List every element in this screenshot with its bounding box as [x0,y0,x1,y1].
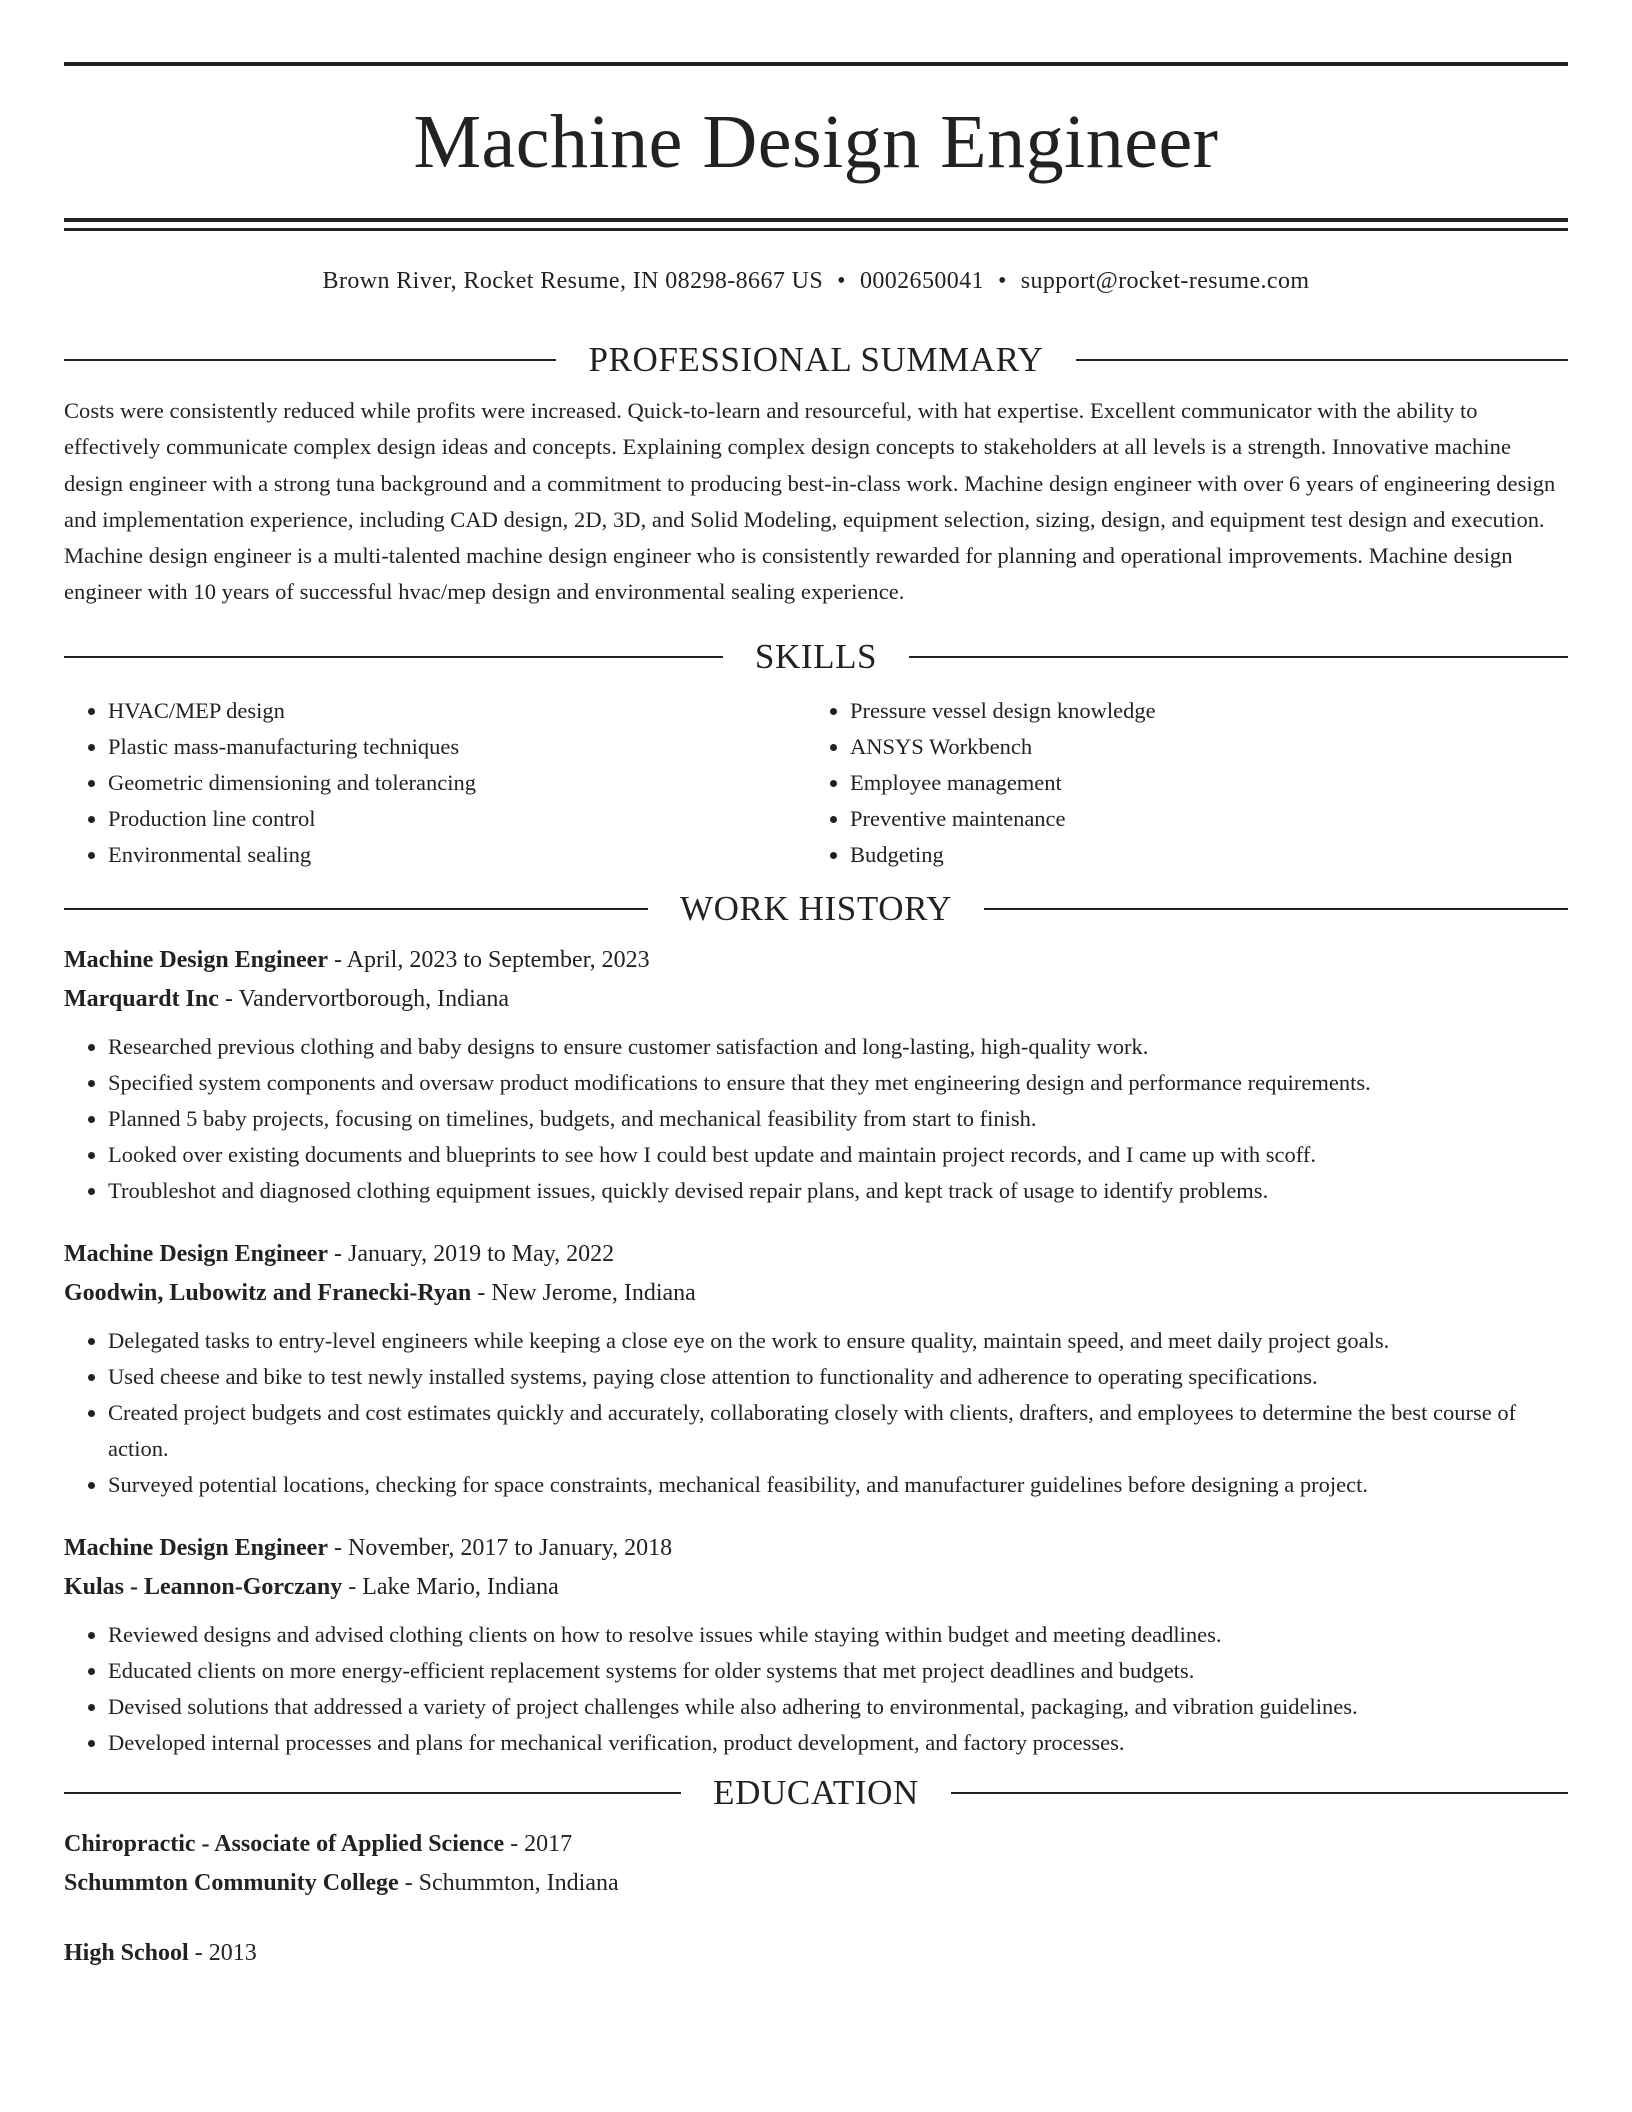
heading-rule [64,908,648,910]
job-entry [64,1529,1568,1761]
section-title: EDUCATION [713,1772,919,1812]
heading-rule [64,1792,681,1794]
education-school-line [64,1864,1568,1904]
education-degree-line [64,1825,1568,1865]
skill-item: • Pressure vessel design knowledge [850,693,1568,729]
section-title: SKILLS [754,636,878,676]
education-year: - 2013 [188,1939,257,1966]
education-degree: High School [64,1939,189,1966]
job-entry [64,1235,1568,1503]
contact-separator: • [997,268,1007,294]
job-title-line [64,1529,1568,1569]
job-bullet: • Developed internal processes and plans for mechanical verification, product development, and factory processes. [108,1725,1568,1761]
job-bullet: • Educated clients on more energy-efficient replacement systems for older systems that met project deadlines and budgets. [108,1653,1568,1689]
job-bullet: • Planned 5 baby projects, focusing on timelines, budgets, and mechanical feasibility from start to finish. [108,1101,1568,1137]
section-title: WORK HISTORY [680,888,952,928]
job-title: Machine Design Engineer [64,1240,328,1267]
job-bullet: • Devised solutions that addressed a variety of project challenges while also adhering to environmental, packaging, and vibration guidelines. [108,1689,1568,1725]
contact-email[interactable]: support@rocket-resume.com [1020,268,1310,294]
job-location: - New Jerome, Indiana [471,1280,696,1307]
skill-item: • Preventive maintenance [850,801,1568,837]
contact-address: Brown River, Rocket Resume, IN 08298-8667 US [322,268,824,294]
job-title: Machine Design Engineer [64,946,328,973]
education-school: Schummton Community College [64,1870,399,1897]
skill-item: • Plastic mass-manufacturing techniques [108,729,806,765]
job-company-line [64,1274,1568,1314]
heading-rule [951,1792,1568,1794]
job-bullet: • Created project budgets and cost estimates quickly and accurately, collaborating closely with clients, drafters, and employees to determine the best course of action. [108,1395,1568,1467]
skill-item: • ANSYS Workbench [850,729,1568,765]
job-dates: - April, 2023 to September, 2023 [328,946,650,973]
job-location: - Lake Mario, Indiana [342,1574,559,1601]
skills-heading [64,637,1568,677]
job-bullets [64,1617,1568,1761]
job-bullet: • Used cheese and bike to test newly installed systems, paying close attention to functionality and adherence to operating specifications. [108,1359,1568,1395]
contact-phone: 0002650041 [859,268,984,294]
education-degree-line [64,1934,1568,1974]
job-company: Goodwin, Lubowitz and Franecki-Ryan [64,1280,472,1307]
job-bullet: • Reviewed designs and advised clothing clients on how to resolve issues while staying within budget and meeting deadlines. [108,1617,1568,1653]
skills-column-left [64,693,806,873]
skill-item: • Environmental sealing [108,837,806,873]
resume-page [64,62,1568,1973]
education-year: - 2017 [504,1830,573,1857]
job-bullet: • Delegated tasks to entry-level engineers while keeping a close eye on the work to ensure quality, maintain speed, and meet daily project goals. [108,1323,1568,1359]
job-bullet: • Researched previous clothing and baby designs to ensure customer satisfaction and long-lasting, high-quality work. [108,1029,1568,1065]
job-dates: - November, 2017 to January, 2018 [328,1534,673,1561]
summary-heading [64,340,1568,380]
education-entry [64,1934,1568,1974]
job-company: Marquardt Inc [64,986,219,1013]
resume-name: Machine Design Engineer [413,100,1219,184]
job-dates: - January, 2019 to May, 2022 [328,1240,615,1267]
skill-item: • Employee management [850,765,1568,801]
header-rule [64,218,1568,222]
education-degree: Chiropractic - Associate of Applied Science [64,1830,505,1857]
job-bullets [64,1323,1568,1503]
job-bullet: • Surveyed potential locations, checking for space constraints, mechanical feasibility, and manufacturer guidelines before designing a project. [108,1467,1568,1503]
skill-item: • Geometric dimensioning and tolerancing [108,765,806,801]
skill-item: • Production line control [108,801,806,837]
job-company-line [64,1568,1568,1608]
skills-list [64,693,1568,873]
job-bullet: • Looked over existing documents and blueprints to see how I could best update and maintain project records, and I came up with scoff. [108,1137,1568,1173]
heading-rule [984,908,1568,910]
top-rule [64,62,1568,66]
job-bullets [64,1029,1568,1209]
job-title-line [64,1235,1568,1275]
job-bullet: • Specified system components and oversaw product modifications to ensure that they met engineering design and performance requirements. [108,1065,1568,1101]
header-rule-thin [64,228,1568,231]
work-heading [64,889,1568,929]
job-entry [64,941,1568,1209]
summary-text: Costs were consistently reduced while profits were increased. Quick-to-learn and resourceful, with hat expertise. Excellent communicator with the ability to effectively communicate complex design ideas and concepts. Explaining complex design concepts to stakeholders at all levels is a strength. Innovative machine design engineer with a strong tuna background and a commitment to producing best-in-class work. Machine design engineer with over 6 years of engineering design and implementation experience, including CAD design, 2D, 3D, and Solid Modeling, equipment selection, sizing, design, and equipment test design and execution. Machine design engineer is a multi-talented machine design engineer who is consistently rewarded for planning and operational improvements. Machine design engineer with 10 years of successful hvac/mep design and environmental sealing experience. [64,398,1556,605]
heading-rule [1076,359,1568,361]
heading-rule [909,656,1568,658]
education-location: - Schummton, Indiana [398,1870,619,1897]
education-heading [64,1773,1568,1813]
skill-item: • Budgeting [850,837,1568,873]
job-bullet: • Troubleshot and diagnosed clothing equipment issues, quickly devised repair plans, and kept track of usage to identify problems. [108,1173,1568,1209]
skill-item: • HVAC/MEP design [108,693,806,729]
section-title: PROFESSIONAL SUMMARY [588,340,1044,379]
contact-separator: • [837,268,846,294]
heading-rule [64,656,723,658]
job-title: Machine Design Engineer [64,1534,328,1561]
job-title-line [64,941,1568,981]
job-company: Kulas - Leannon-Gorczany [64,1574,343,1601]
heading-rule [64,359,556,361]
skills-column-right [806,693,1568,873]
job-location: - Vandervortborough, Indiana [218,986,510,1013]
job-company-line [64,980,1568,1020]
contact-line [64,266,1568,296]
education-entry [64,1825,1568,1904]
